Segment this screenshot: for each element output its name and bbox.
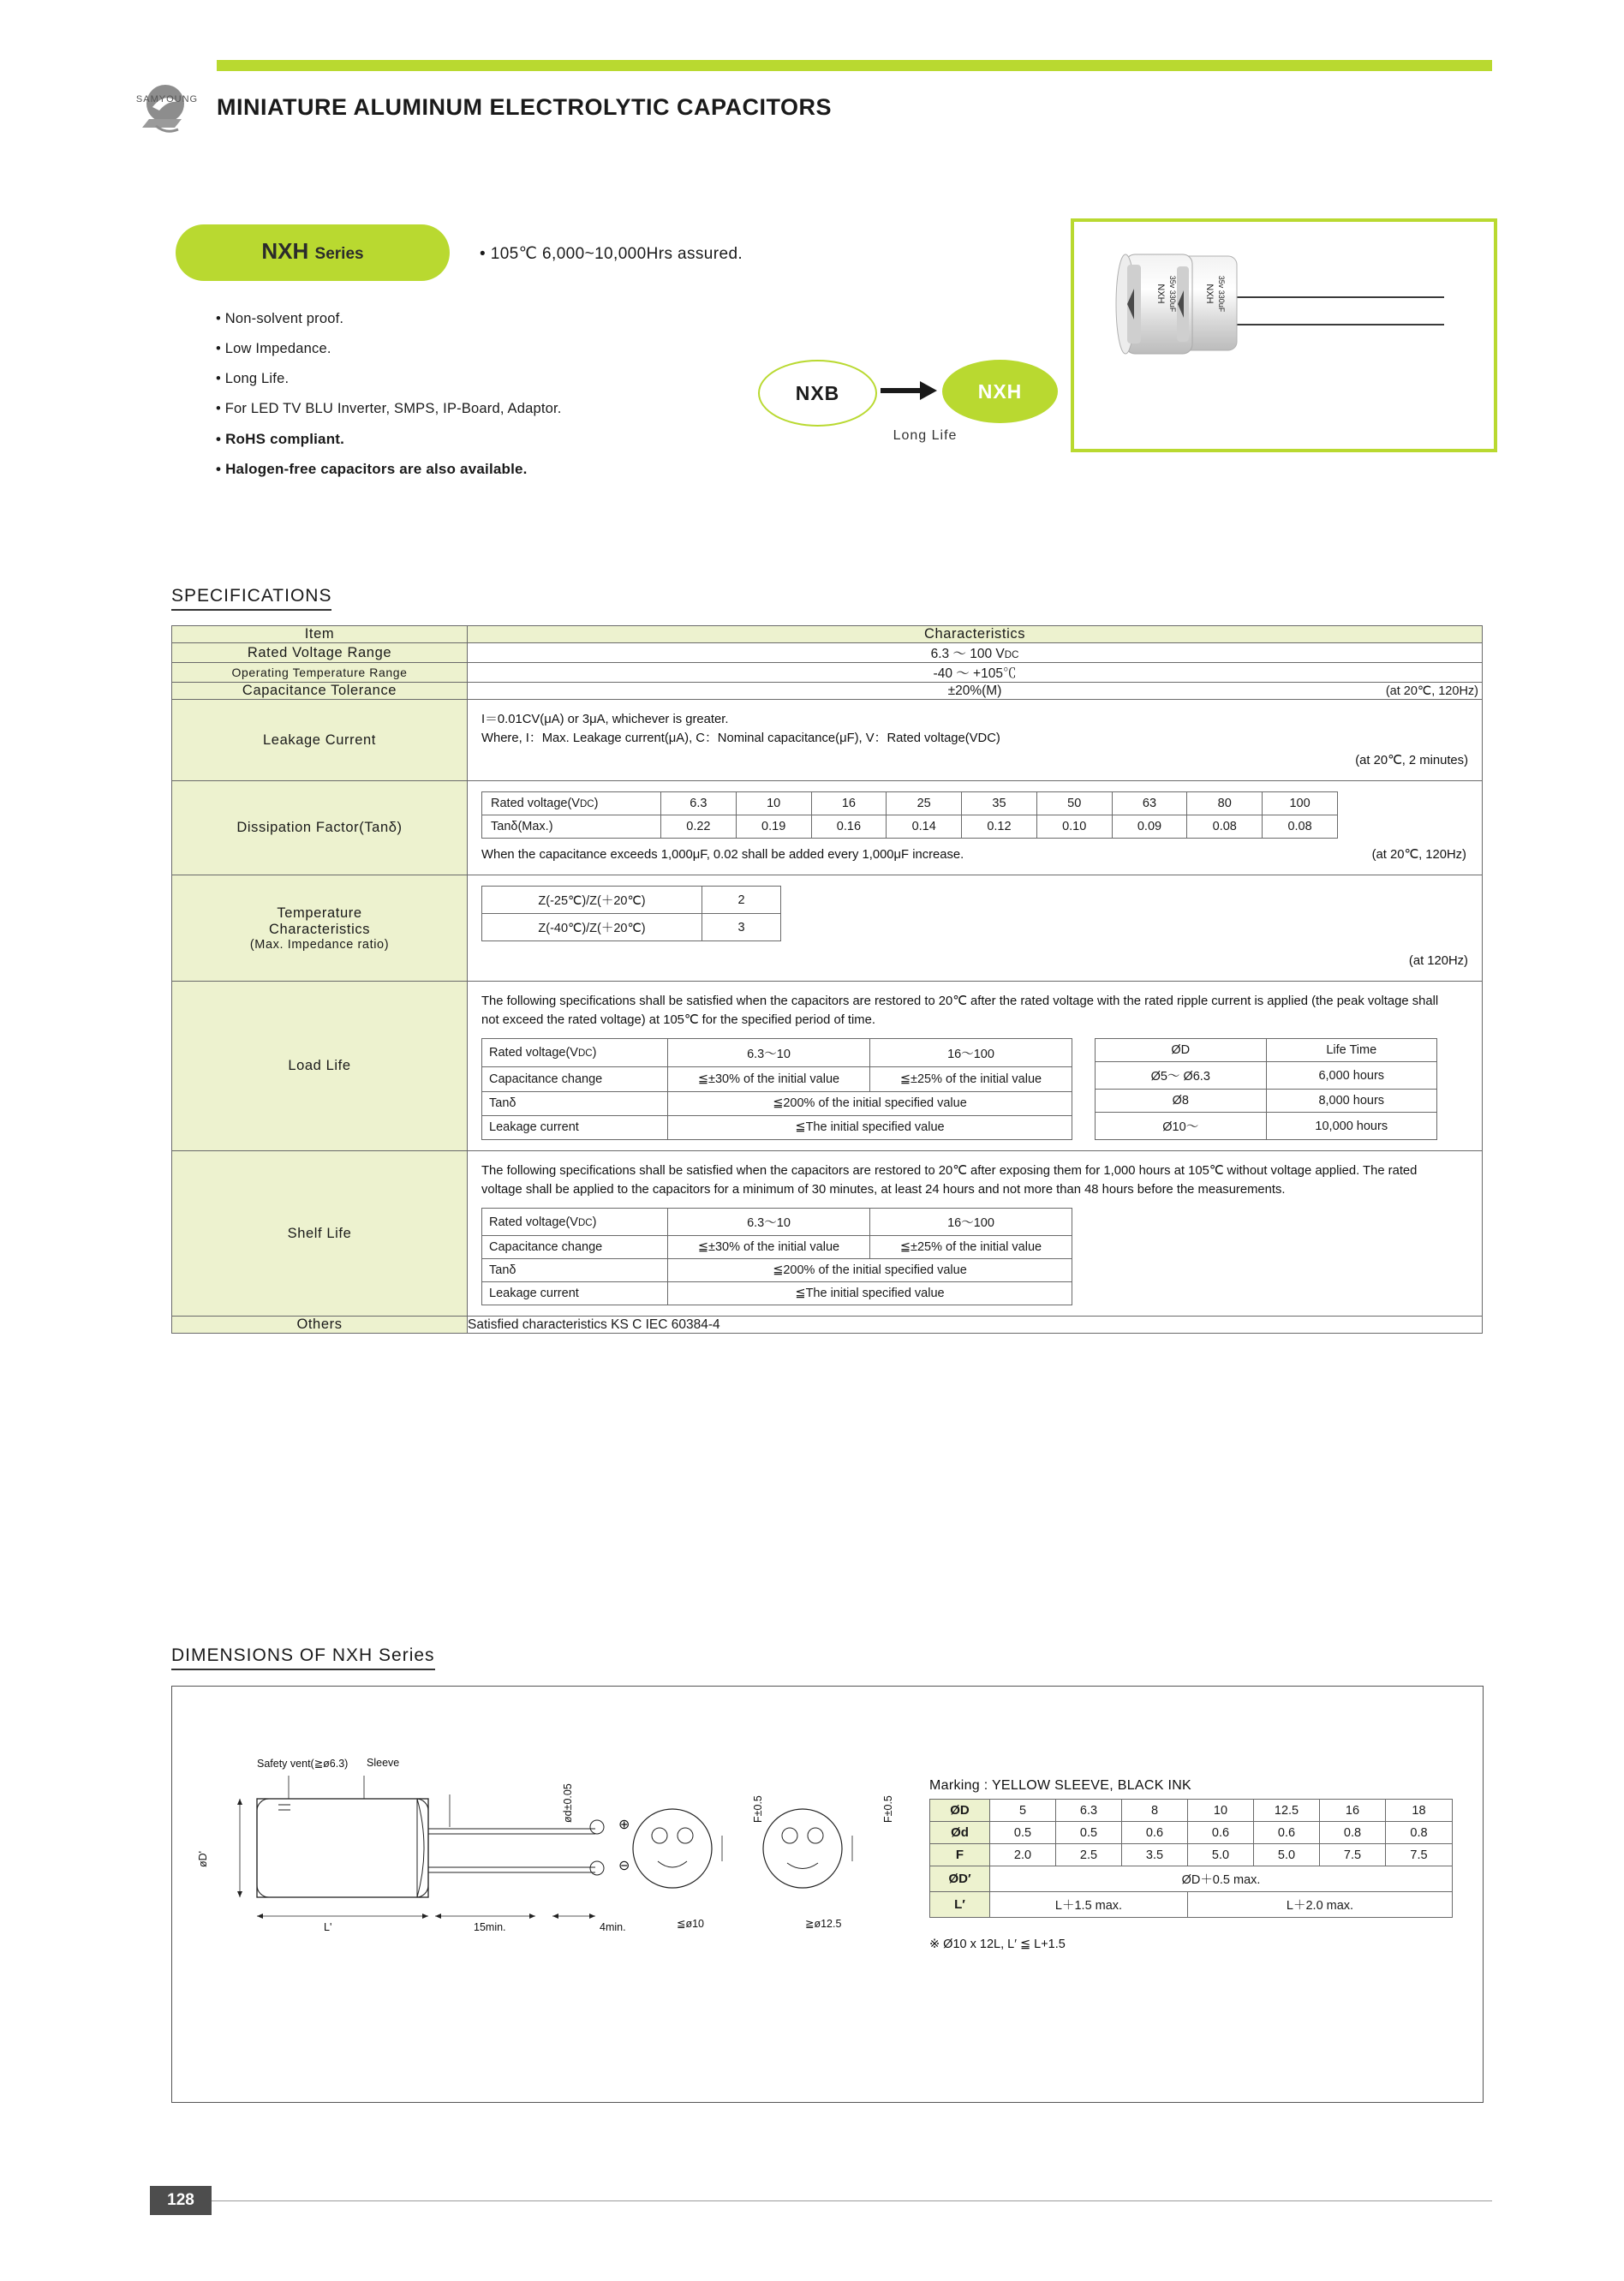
table-row <box>482 1091 1072 1115</box>
cell: 10 <box>1188 1800 1254 1822</box>
cell: 0.08 <box>1187 815 1263 839</box>
capacitor-outline-drawing <box>193 1760 921 1991</box>
table-row <box>482 1067 1072 1091</box>
list-item: • For LED TV BLU Inverter, SMPS, IP-Board, Adaptor. <box>216 401 562 416</box>
cell: 6.3～10 <box>668 1209 870 1236</box>
label-disk-dia-1: ≦ø10 <box>677 1918 705 1930</box>
cell: ≦200% of the initial specified value <box>668 1259 1072 1282</box>
specifications-table <box>171 625 1483 1334</box>
table-row <box>1096 1113 1437 1140</box>
marking-note: Marking : YELLOW SLEEVE, BLACK INK <box>929 1778 1192 1793</box>
cell: 63 <box>1112 792 1187 815</box>
cell: 12.5 <box>1254 1800 1320 1822</box>
cell: 8,000 hours <box>1266 1090 1437 1113</box>
cell: Capacitance change <box>482 1067 668 1091</box>
cell: 0.09 <box>1112 815 1187 839</box>
row-label-temp-char <box>172 875 468 982</box>
table-row <box>482 792 1338 815</box>
svg-text:35v 330uF: 35v 330uF <box>1168 275 1177 313</box>
cell: Ø5～ Ø6.3 <box>1096 1062 1267 1090</box>
cell: 0.8 <box>1386 1822 1453 1844</box>
cell: 25 <box>887 792 962 815</box>
label-f-tolerance-2: F±0.5 <box>882 1795 894 1823</box>
capacitor-photo-illustration <box>1074 222 1487 442</box>
product-photo <box>1071 218 1497 452</box>
row-value-operating-temp: -40 ～ +105℃ <box>468 663 1483 683</box>
cell: Tanδ <box>482 1259 668 1282</box>
cell: ØD＋0.5 max. <box>990 1866 1453 1892</box>
rated-voltage-value: 6.3 ～ 100 V <box>930 647 1005 661</box>
row-value-temp-char <box>468 875 1483 982</box>
cell: ≦±25% of the initial value <box>870 1067 1072 1091</box>
row-label-tan-delta: Dissipation Factor(Tanδ) <box>172 781 468 875</box>
table-row <box>172 781 1483 875</box>
cell: 5 <box>990 1800 1056 1822</box>
temp-char-label-line3: (Max. Impedance ratio) <box>249 937 390 952</box>
list-item: • Halogen-free capacitors are also available. <box>216 461 528 477</box>
cell: ≦±30% of the initial value <box>668 1067 870 1091</box>
row-label-operating-temp: Operating Temperature Range <box>172 663 468 683</box>
cell: 0.5 <box>1056 1822 1122 1844</box>
page-number: 128 <box>167 2191 194 2209</box>
cell: ≦The initial specified value <box>668 1115 1072 1139</box>
samyoung-logo-icon <box>127 81 204 143</box>
table-row <box>482 1209 1072 1236</box>
cell: 0.19 <box>736 815 811 839</box>
cell: Rated voltage(VDC) <box>482 1039 668 1067</box>
col-header-characteristics: Characteristics <box>468 626 1483 643</box>
table-row <box>482 1236 1072 1259</box>
transition-label: Long Life <box>893 428 958 443</box>
cell: 18 <box>1386 1800 1453 1822</box>
row-value-load-life <box>468 982 1483 1151</box>
row-value-leakage <box>468 700 1483 781</box>
cell: 6,000 hours <box>1266 1062 1437 1090</box>
label-4min: 4min. <box>600 1921 626 1933</box>
col-header-item: Item <box>172 626 468 643</box>
cell: 0.8 <box>1320 1822 1386 1844</box>
label-l-prime: L' <box>324 1921 332 1933</box>
series-name <box>176 238 450 265</box>
table-row <box>482 815 1338 839</box>
cell: 0.14 <box>887 815 962 839</box>
from-series-label: NXB <box>795 382 840 404</box>
cell: 0.12 <box>962 815 1037 839</box>
temp-char-note: (at 120Hz) <box>1408 954 1468 968</box>
to-series-badge <box>942 360 1058 423</box>
row-value-others: Satisfied characteristics KS C IEC 60384-4 <box>468 1317 1483 1334</box>
table-row <box>1096 1090 1437 1113</box>
row-label-shelf-life: Shelf Life <box>172 1151 468 1317</box>
cell: 7.5 <box>1320 1844 1386 1866</box>
cell: Ø10～ <box>1096 1113 1267 1140</box>
cell: 5.0 <box>1188 1844 1254 1866</box>
cell: 3 <box>702 914 781 941</box>
table-row <box>482 1039 1072 1067</box>
cell: 0.08 <box>1263 815 1338 839</box>
label-f-tolerance-1: F±0.5 <box>752 1795 764 1823</box>
cell: 5.0 <box>1254 1844 1320 1866</box>
tan-delta-note: (at 20℃, 120Hz) <box>1371 848 1466 862</box>
cell: Tanδ <box>482 1091 668 1115</box>
dimensions-footnote: ※ Ø10 x 12L, L′ ≦ L+1.5 <box>929 1938 1066 1951</box>
table-row <box>172 626 1483 643</box>
row-value-cap-tolerance <box>468 683 1483 700</box>
table-row <box>930 1892 1453 1918</box>
from-series-badge <box>758 360 877 427</box>
table-row <box>172 643 1483 663</box>
cell: Leakage current <box>482 1115 668 1139</box>
table-row <box>482 1282 1072 1305</box>
cell: Ø8 <box>1096 1090 1267 1113</box>
cell: 0.6 <box>1122 1822 1188 1844</box>
cell: 0.22 <box>661 815 737 839</box>
table-row <box>1096 1062 1437 1090</box>
cell: 0.5 <box>990 1822 1056 1844</box>
table-row <box>1096 1039 1437 1062</box>
tan-delta-table <box>481 791 1338 839</box>
temp-char-label-line1: Temperature <box>277 905 362 921</box>
life-time-table <box>1095 1038 1437 1140</box>
header-accent-bar <box>217 60 1492 71</box>
table-row <box>930 1800 1453 1822</box>
cell: 2.0 <box>990 1844 1056 1866</box>
cell: 16～100 <box>870 1209 1072 1236</box>
cell: 100 <box>1263 792 1338 815</box>
leakage-note: (at 20℃, 2 minutes) <box>1355 754 1468 767</box>
series-name-suffix: Series <box>314 245 364 263</box>
cell: 2.5 <box>1056 1844 1122 1866</box>
cell: 0.6 <box>1188 1822 1254 1844</box>
table-row <box>172 875 1483 982</box>
tan-delta-row-head-max: Tanδ(Max.) <box>482 815 661 839</box>
table-row <box>482 1115 1072 1139</box>
cell: L′ <box>930 1892 990 1918</box>
table-row <box>172 1317 1483 1334</box>
dimensions-table <box>929 1799 1453 1918</box>
shelf-life-paragraph: The following specifications shall be satisfied when the capacitors are restored to 20℃ after exposing them for 1,000 hours at 105℃ without voltage applied. The rated voltage shall be applied to the capacitors for a minimum of 30 minutes, at least 24 hours and not more than 48 hours before the measurements. <box>481 1164 1418 1197</box>
cell: ØD <box>1096 1039 1267 1062</box>
label-outer-diameter: øD' <box>197 1850 209 1867</box>
table-row <box>930 1866 1453 1892</box>
cell: 10 <box>736 792 811 815</box>
cell: 6.3 <box>661 792 737 815</box>
footer-divider <box>212 2200 1492 2201</box>
page-title: MINIATURE ALUMINUM ELECTROLYTIC CAPACITORS <box>217 94 832 120</box>
leakage-line-1: I＝0.01CV(μA) or 3μA, whichever is greater. <box>481 713 729 726</box>
row-value-rated-voltage <box>468 643 1483 663</box>
cell: Capacitance change <box>482 1236 668 1259</box>
tan-delta-row-head-voltage: Rated voltage(VDC) <box>482 792 661 815</box>
cell: Life Time <box>1266 1039 1437 1062</box>
cap-tolerance-value: ±20%(M) <box>947 683 1002 698</box>
to-series-label: NXH <box>977 380 1023 403</box>
table-row <box>482 914 781 941</box>
cell: ≦The initial specified value <box>668 1282 1072 1305</box>
tan-delta-footnote: When the capacitance exceeds 1,000μF, 0.02 shall be added every 1,000μF increase. <box>481 848 964 862</box>
assured-text: • 105℃ 6,000~10,000Hrs assured. <box>480 245 743 263</box>
table-row <box>172 1151 1483 1317</box>
cell: 6.3～10 <box>668 1039 870 1067</box>
row-label-cap-tolerance: Capacitance Tolerance <box>172 683 468 700</box>
table-row <box>172 663 1483 683</box>
list-item: • RoHS compliant. <box>216 431 345 447</box>
feature-list <box>216 304 747 484</box>
cell: L＋1.5 max. <box>990 1892 1188 1918</box>
table-row <box>172 683 1483 700</box>
list-item: • Non-solvent proof. <box>216 311 344 326</box>
svg-text:35v 330uF: 35v 330uF <box>1217 275 1226 313</box>
brand-name: SAMYOUNG <box>135 94 199 104</box>
cell: 16～100 <box>870 1039 1072 1067</box>
table-row <box>482 887 781 914</box>
svg-text:NXH: NXH <box>1204 284 1215 304</box>
cell: F <box>930 1844 990 1866</box>
load-life-paragraph: The following specifications shall be satisfied when the capacitors are restored to 20℃ after the rated voltage with the rated ripple current is applied (the peak voltage shall not exceed the rated voltage) at 105℃ for the specified period of time. <box>481 994 1439 1027</box>
load-life-table <box>481 1038 1072 1140</box>
cell: Z(-40℃)/Z(＋20℃) <box>482 914 702 941</box>
page-number-badge <box>150 2186 212 2215</box>
cell: 0.10 <box>1036 815 1112 839</box>
row-value-shelf-life <box>468 1151 1483 1317</box>
cell: Leakage current <box>482 1282 668 1305</box>
cell: 16 <box>811 792 887 815</box>
table-row <box>930 1822 1453 1844</box>
cell: Ød <box>930 1822 990 1844</box>
temp-char-label-line2: Characteristics <box>268 921 371 937</box>
cell: 10,000 hours <box>1266 1113 1437 1140</box>
arrow-right-icon <box>881 379 939 402</box>
label-sleeve: Sleeve <box>367 1757 400 1769</box>
list-item: • Long Life. <box>216 371 290 386</box>
cell: 3.5 <box>1122 1844 1188 1866</box>
series-name-text: NXH <box>261 238 309 264</box>
row-label-leakage: Leakage Current <box>172 700 468 781</box>
table-row <box>482 1259 1072 1282</box>
label-lead-diameter: ød±0.05 <box>562 1783 574 1823</box>
cell: 50 <box>1036 792 1112 815</box>
cell: ≦200% of the initial specified value <box>668 1091 1072 1115</box>
specifications-heading: SPECIFICATIONS <box>171 586 331 611</box>
label-safety-vent: Safety vent(≧ø6.3) <box>257 1758 349 1770</box>
shelf-life-table <box>481 1208 1072 1305</box>
table-row <box>172 982 1483 1151</box>
cell: L＋2.0 max. <box>1188 1892 1453 1918</box>
row-label-others: Others <box>172 1317 468 1334</box>
cell: 35 <box>962 792 1037 815</box>
row-label-load-life: Load Life <box>172 982 468 1151</box>
cell: 16 <box>1320 1800 1386 1822</box>
cell: Rated voltage(VDC) <box>482 1209 668 1236</box>
cell: ØD′ <box>930 1866 990 1892</box>
cell: Z(-25℃)/Z(＋20℃) <box>482 887 702 914</box>
list-item: • Low Impedance. <box>216 341 331 356</box>
cell: ≦±25% of the initial value <box>870 1236 1072 1259</box>
table-row <box>172 700 1483 781</box>
label-15min: 15min. <box>474 1921 506 1933</box>
svg-text:NXH: NXH <box>1155 284 1166 304</box>
cap-tolerance-note: (at 20℃, 120Hz) <box>1385 684 1478 698</box>
plus-polarity-icon: ⊕ <box>618 1818 630 1832</box>
cell: 6.3 <box>1056 1800 1122 1822</box>
label-disk-dia-2: ≧ø12.5 <box>805 1918 842 1930</box>
row-value-tan-delta <box>468 781 1483 875</box>
minus-polarity-icon: ⊖ <box>618 1859 630 1873</box>
dimensions-heading: DIMENSIONS OF NXH Series <box>171 1645 435 1670</box>
table-row <box>930 1844 1453 1866</box>
cell: 0.6 <box>1254 1822 1320 1844</box>
leakage-line-2: Where, I：Max. Leakage current(μA), C：Nominal capacitance(μF), V：Rated voltage(VDC) <box>481 731 1000 745</box>
cell: 0.16 <box>811 815 887 839</box>
cell: ØD <box>930 1800 990 1822</box>
cell: 8 <box>1122 1800 1188 1822</box>
cell: ≦±30% of the initial value <box>668 1236 870 1259</box>
cell: 80 <box>1187 792 1263 815</box>
cell: 7.5 <box>1386 1844 1453 1866</box>
rated-voltage-unit-sub: DC <box>1004 650 1019 660</box>
cell: 2 <box>702 887 781 914</box>
impedance-ratio-table <box>481 886 781 941</box>
row-label-rated-voltage: Rated Voltage Range <box>172 643 468 663</box>
